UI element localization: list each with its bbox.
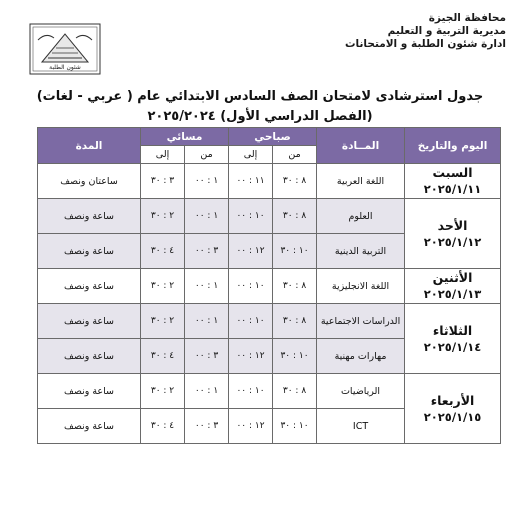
evening-to-cell: ٤ : ٣٠ <box>141 339 185 374</box>
morning-to-cell: ١٢ : ٠٠ <box>229 234 273 269</box>
morning-to-cell: ١٠ : ٠٠ <box>229 304 273 339</box>
schedule-row <box>38 304 501 339</box>
subject-cell: الرياضيات <box>317 374 405 409</box>
schedule-row <box>38 199 501 234</box>
department-label: ادارة شئون الطلبة و الامتحانات <box>345 38 506 50</box>
exam-schedule-table <box>37 127 501 444</box>
header-evening: مسائي <box>141 128 229 146</box>
day-date: ٢٠٢٥/١/١٢ <box>423 234 482 249</box>
day-date-cell <box>405 199 501 269</box>
schedule-row <box>38 164 501 199</box>
morning-to-cell: ١٢ : ٠٠ <box>229 339 273 374</box>
header-morning-to: إلى <box>229 146 273 164</box>
duration-cell: ساعة ونصف <box>38 409 141 444</box>
day-date-cell <box>405 304 501 374</box>
header-duration: المدة <box>38 128 141 164</box>
subject-cell: اللغة العربية <box>317 164 405 199</box>
morning-from-cell: ١٠ : ٣٠ <box>273 409 317 444</box>
logo-caption: شئون الطلبة <box>49 64 81 71</box>
directorate-header <box>345 12 506 51</box>
morning-to-cell: ١١ : ٠٠ <box>229 164 273 199</box>
day-name: السبت <box>432 165 473 180</box>
duration-cell: ساعة ونصف <box>38 304 141 339</box>
evening-to-cell: ٢ : ٣٠ <box>141 374 185 409</box>
morning-from-cell: ٨ : ٣٠ <box>273 269 317 304</box>
header-day-date: اليوم والتاريخ <box>405 128 501 164</box>
document-titles <box>0 88 520 126</box>
duration-cell: ساعتان ونصف <box>38 164 141 199</box>
morning-from-cell: ٨ : ٣٠ <box>273 304 317 339</box>
morning-from-cell: ٨ : ٣٠ <box>273 164 317 199</box>
duration-cell: ساعة ونصف <box>38 374 141 409</box>
day-date-cell <box>405 374 501 444</box>
duration-cell: ساعة ونصف <box>38 234 141 269</box>
evening-to-cell: ٤ : ٣٠ <box>141 234 185 269</box>
subject-cell: ICT <box>317 409 405 444</box>
schedule-row <box>38 374 501 409</box>
header-morning: صباحي <box>229 128 317 146</box>
term-title: (الفصل الدراسي الأول) ٢٠٢٥/٢٠٢٤ <box>147 109 373 124</box>
directorate-label: مديرية التربية و التعليم <box>387 25 506 37</box>
morning-from-cell: ٨ : ٣٠ <box>273 199 317 234</box>
day-date-cell <box>405 269 501 304</box>
subject-cell: اللغة الانجليزية <box>317 269 405 304</box>
evening-from-cell: ١ : ٠٠ <box>185 199 229 234</box>
day-name: الأحد <box>437 217 468 233</box>
duration-cell: ساعة ونصف <box>38 269 141 304</box>
morning-to-cell: ١٠ : ٠٠ <box>229 374 273 409</box>
duration-cell: ساعة ونصف <box>38 199 141 234</box>
evening-from-cell: ٣ : ٠٠ <box>185 234 229 269</box>
morning-to-cell: ١٠ : ٠٠ <box>229 199 273 234</box>
day-date: ٢٠٢٥/١/١٥ <box>423 409 482 424</box>
day-date: ٢٠٢٥/١/١٤ <box>423 339 482 354</box>
subject-cell: مهارات مهنية <box>317 339 405 374</box>
schedule-row <box>38 269 501 304</box>
subject-cell: الدراسات الاجتماعية <box>317 304 405 339</box>
header-subject: المــادة <box>317 128 405 164</box>
day-name: الأثنين <box>432 270 473 285</box>
day-name: الأربعاء <box>430 392 475 408</box>
evening-from-cell: ٣ : ٠٠ <box>185 409 229 444</box>
evening-to-cell: ٤ : ٣٠ <box>141 409 185 444</box>
header-morning-from: من <box>273 146 317 164</box>
header-evening-to: إلى <box>141 146 185 164</box>
evening-to-cell: ٢ : ٣٠ <box>141 304 185 339</box>
morning-from-cell: ٨ : ٣٠ <box>273 374 317 409</box>
evening-from-cell: ١ : ٠٠ <box>185 164 229 199</box>
schedule-title: جدول استرشادى لامتحان الصف السادس الابتدائي عام ( عربي - لغات) <box>36 89 484 104</box>
duration-cell: ساعة ونصف <box>38 339 141 374</box>
morning-to-cell: ١٠ : ٠٠ <box>229 269 273 304</box>
evening-from-cell: ٣ : ٠٠ <box>185 339 229 374</box>
day-name: الثلاثاء <box>432 322 473 338</box>
day-date: ٢٠٢٥/١/١١ <box>423 182 482 196</box>
evening-from-cell: ١ : ٠٠ <box>185 304 229 339</box>
day-date: ٢٠٢٥/١/١٣ <box>423 287 482 301</box>
evening-from-cell: ١ : ٠٠ <box>185 269 229 304</box>
governorate-label: محافظة الجيزة <box>428 12 506 24</box>
day-date-cell <box>405 164 501 199</box>
morning-from-cell: ١٠ : ٣٠ <box>273 234 317 269</box>
evening-from-cell: ١ : ٠٠ <box>185 374 229 409</box>
evening-to-cell: ٢ : ٣٠ <box>141 269 185 304</box>
department-logo <box>28 22 102 76</box>
morning-to-cell: ١٢ : ٠٠ <box>229 409 273 444</box>
evening-to-cell: ٢ : ٣٠ <box>141 199 185 234</box>
morning-from-cell: ١٠ : ٣٠ <box>273 339 317 374</box>
subject-cell: التربية الدينية <box>317 234 405 269</box>
evening-to-cell: ٣ : ٣٠ <box>141 164 185 199</box>
subject-cell: العلوم <box>317 199 405 234</box>
header-evening-from: من <box>185 146 229 164</box>
